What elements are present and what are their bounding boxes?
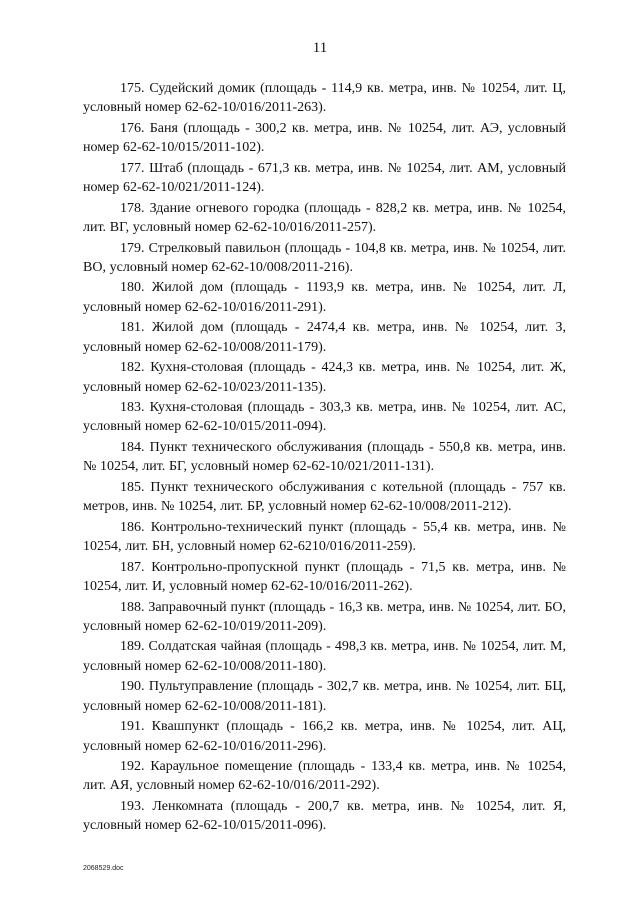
list-item: 186. Контрольно-технический пункт (площадь - 55,4 кв. метра, инв. № 10254, лит. БН, условный номер 62-6210/016/2011-259). <box>83 519 566 555</box>
list-item: 185. Пункт технического обслуживания с котельной (площадь - 757 кв. метров, инв. № 10254, лит. БР, условный номер 62-62-10/008/2011-212). <box>83 479 566 515</box>
list-item: 182. Кухня-столовая (площадь - 424,3 кв. метра, инв. № 10254, лит. Ж, условный номер 62-62-10/023/2011-135). <box>83 360 566 395</box>
list-item: 193. Ленкомната (площадь - 200,7 кв. метра, инв. № 10254, лит. Я, условный номер 62-62-10/015/2011-096). <box>83 799 566 834</box>
list-item: 179. Стрелковый павильон (площадь - 104,8 кв. метра, инв. № 10254, лит. ВО, условный номер 62-62-10/008/2011-216). <box>83 240 566 275</box>
list-item: 181. Жилой дом (площадь - 2474,4 кв. метра, инв. № 10254, лит. З, условный номер 62-62-10/008/2011-179). <box>83 320 566 355</box>
list-item: 178. Здание огневого городка (площадь - 828,2 кв. метра, инв. № 10254, лит. ВГ, условный номер 62-62-10/016/2011-257). <box>83 200 566 235</box>
list-item: 175. Судейский домик (площадь - 114,9 кв. метра, инв. № 10254, лит. Ц, условный номер 62-62-10/016/2011-263). <box>83 81 566 116</box>
list-item: 177. Штаб (площадь - 671,3 кв. метра, инв. № 10254, лит. АМ, условный номер 62-62-10/021/2011-124). <box>83 160 566 196</box>
property-list <box>83 79 566 837</box>
list-item: 189. Солдатская чайная (площадь - 498,3 кв. метра, инв. № 10254, лит. М, условный номер 62-62-10/008/2011-180). <box>83 639 566 674</box>
list-item: 192. Караульное помещение (площадь - 133,4 кв. метра, инв. № 10254, лит. АЯ, условный номер 62-62-10/016/2011-292). <box>83 759 566 794</box>
list-item: 187. Контрольно-пропускной пункт (площадь - 71,5 кв. метра, инв. № 10254, лит. И, условный номер 62-62-10/016/2011-262). <box>83 559 566 594</box>
footer-filename: 2068529.doc <box>83 865 124 872</box>
list-item: 184. Пункт технического обслуживания (площадь - 550,8 кв. метра, инв. № 10254, лит. БГ, условный номер 62-62-10/021/2011-131). <box>83 440 566 475</box>
list-item: 188. Заправочный пункт (площадь - 16,3 кв. метра, инв. № 10254, лит. БО, условный номер 62-62-10/019/2011-209). <box>83 599 566 634</box>
list-item: 183. Кухня-столовая (площадь - 303,3 кв. метра, инв. № 10254, лит. АС, условный номер 62-62-10/015/2011-094). <box>83 400 566 435</box>
list-item: 191. Квашпункт (площадь - 166,2 кв. метра, инв. № 10254, лит. АЦ, условный номер 62-62-10/016/2011-296). <box>83 719 566 754</box>
page-number: 11 <box>312 40 328 56</box>
list-item: 180. Жилой дом (площадь - 1193,9 кв. метра, инв. № 10254, лит. Л, условный номер 62-62-10/016/2011-291). <box>83 280 566 315</box>
list-item: 190. Пультуправление (площадь - 302,7 кв. метра, инв. № 10254, лит. БЦ, условный номер 62-62-10/008/2011-181). <box>83 679 566 714</box>
list-item: 176. Баня (площадь - 300,2 кв. метра, инв. № 10254, лит. АЭ, условный номер 62-62-10/015/2011-102). <box>83 120 566 156</box>
